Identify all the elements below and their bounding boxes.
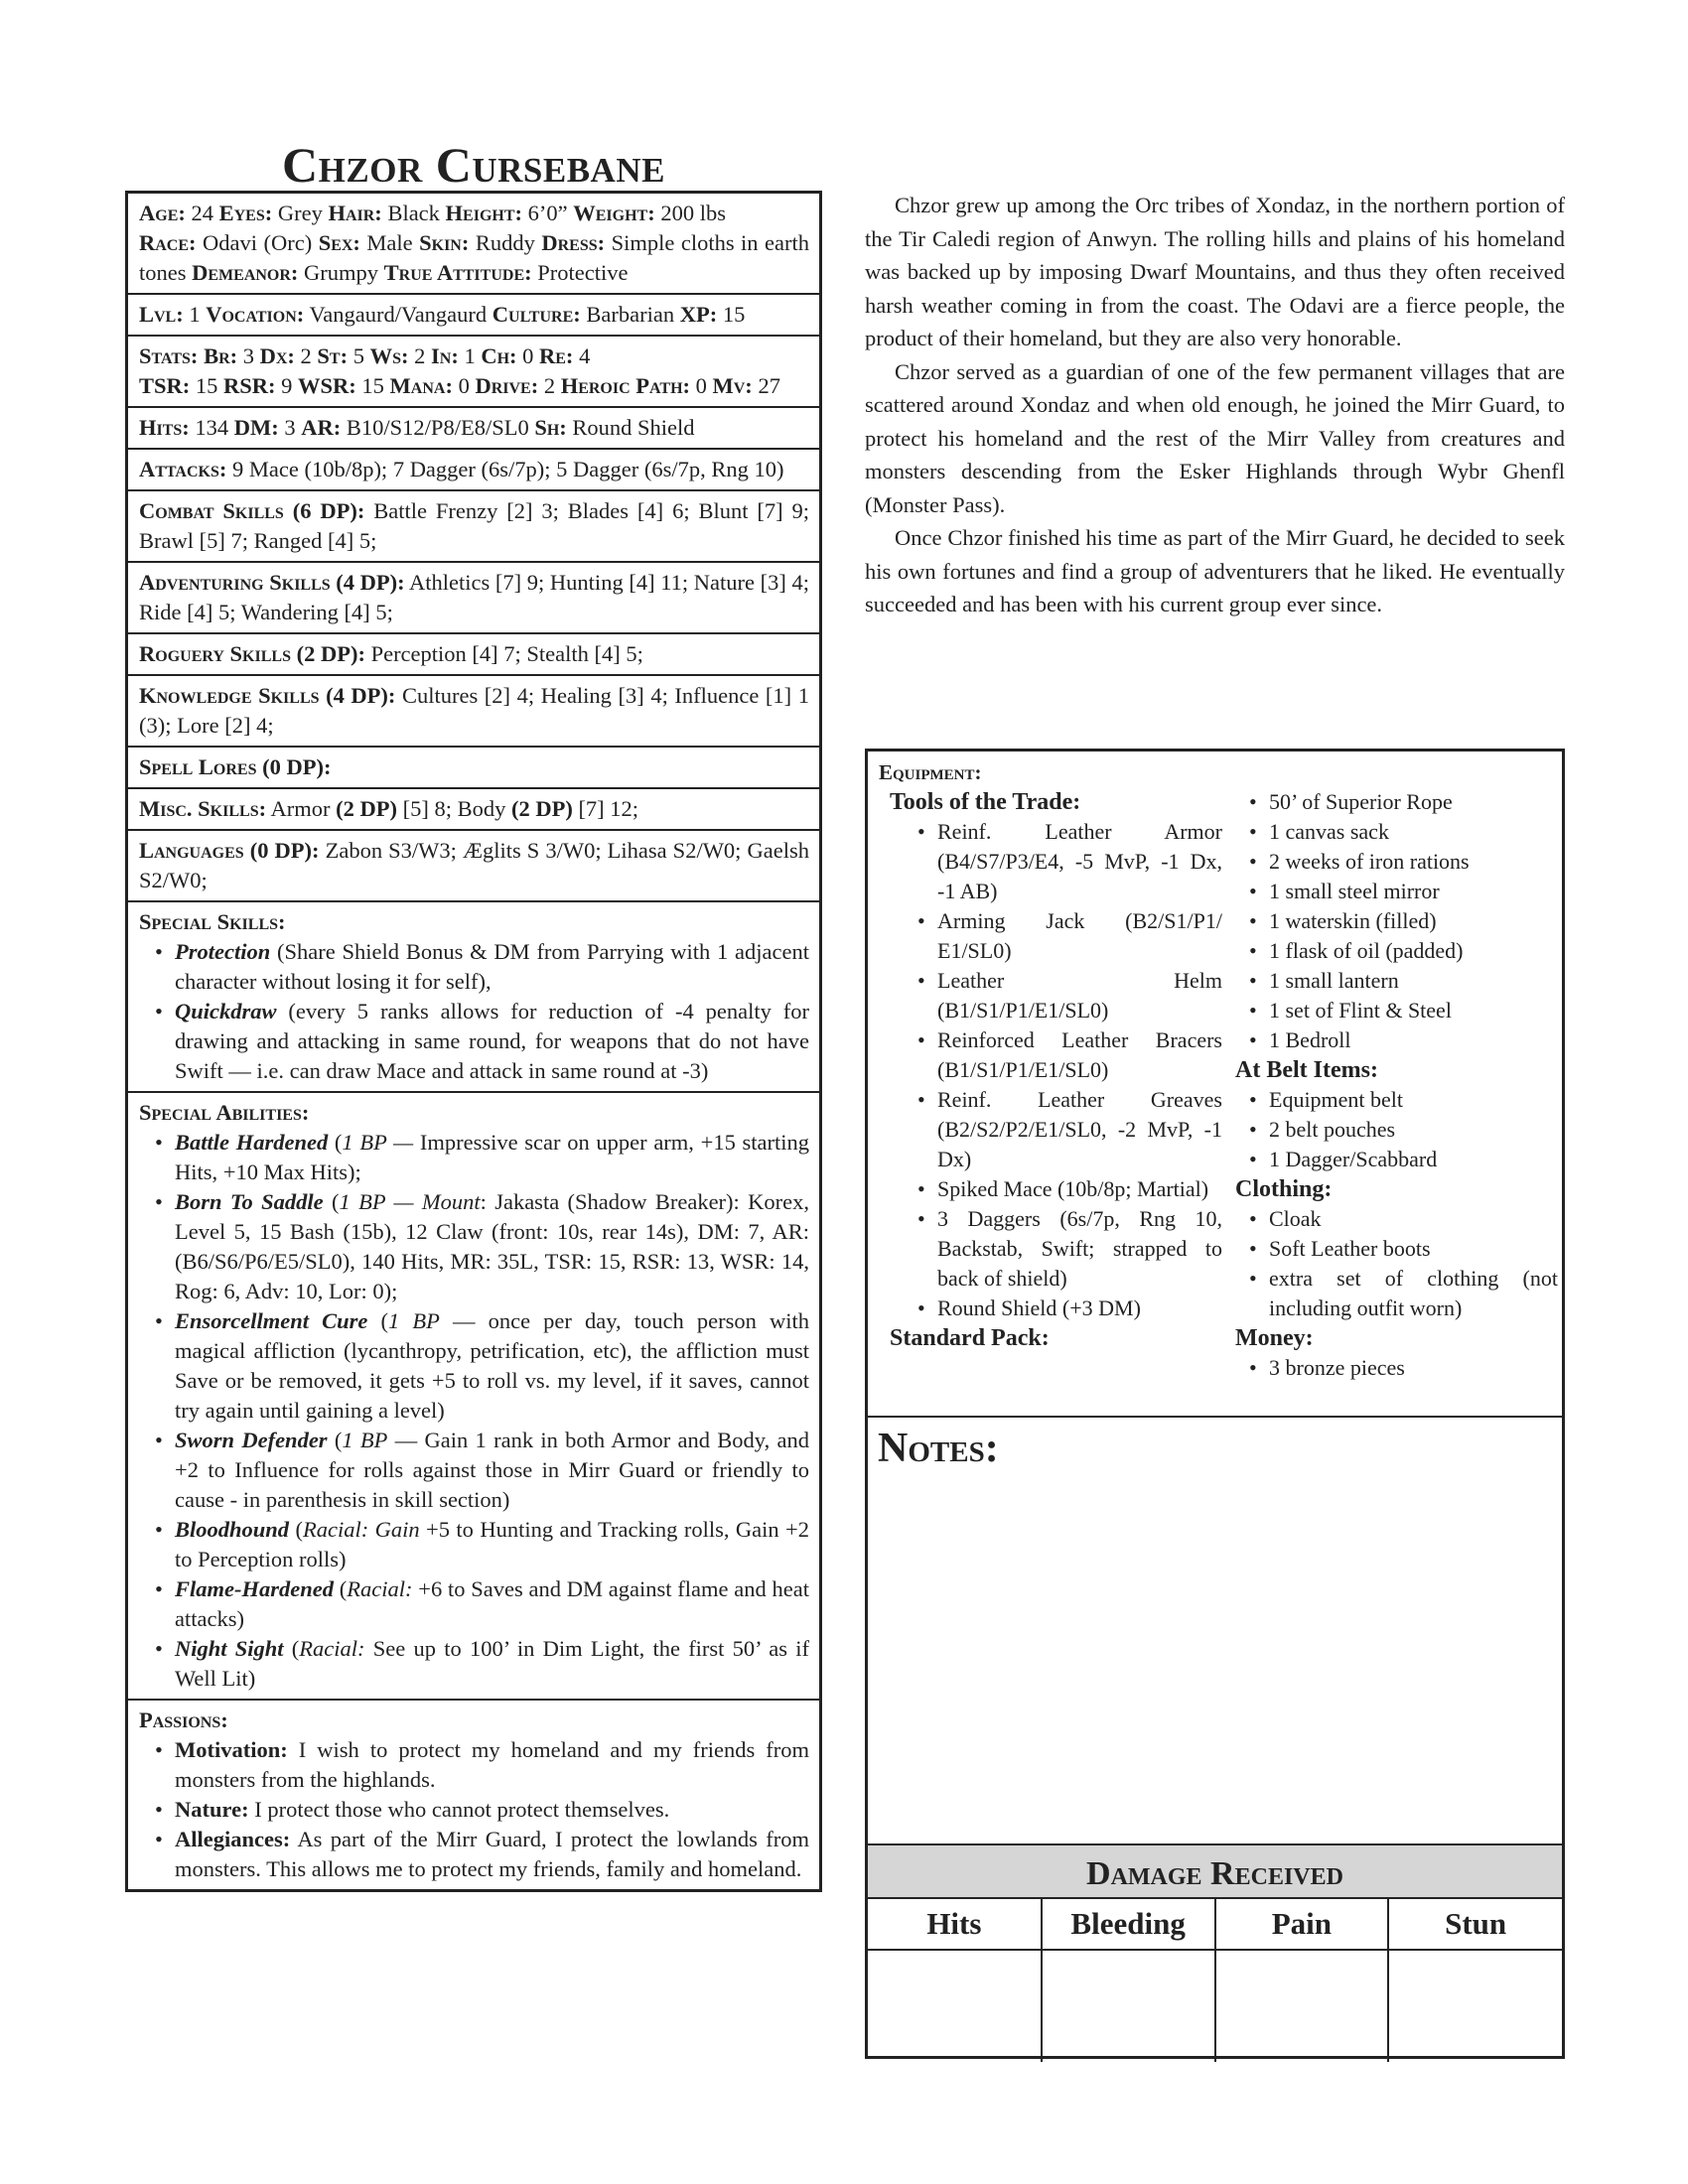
stun-cell[interactable] — [1388, 1950, 1562, 2062]
basics-value: 6’0” — [522, 201, 574, 225]
stat-label: Dx: — [259, 343, 295, 368]
list-item: • Round Shield (+3 DM) — [937, 1294, 1222, 1323]
item-text: (every 5 ranks allows for reduction of -4 penalty for drawing and attacking in same round, for weapons that do not have Swift — i.e. can draw Mace and attack in same round at -3) — [175, 999, 809, 1083]
level-label: Culture: — [492, 302, 581, 327]
adventuring-skills-label: Adventuring Skills (4 DP): — [139, 570, 405, 595]
misc-body-dp: (2 DP) — [510, 796, 573, 821]
basics-value: Male — [359, 230, 420, 255]
basics-label: Eyes: — [218, 201, 273, 225]
ability-paren: ( — [328, 1130, 343, 1155]
list-item — [175, 1515, 809, 1574]
spell-lores-section — [128, 748, 819, 789]
passion-name: Nature: — [175, 1797, 249, 1822]
list-item — [175, 1634, 809, 1694]
stat-label: Ws: — [369, 343, 409, 368]
adventuring-skills-value: Athletics [7] 9; Hunting [4] 11; Nature [3] 4; Ride [4] 5; Wandering [4] 5; — [139, 570, 809, 624]
list-item: • 1 small lantern — [1269, 966, 1558, 996]
combat-skills-value: Battle Frenzy [2] 3; Blades [4] 6; Blunt [7] 9; Brawl [5] 7; Ranged [4] 5; — [139, 498, 810, 553]
hits-value: B10/S12/P8/E8/SL0 — [341, 415, 535, 440]
equipment-section — [868, 751, 1562, 1418]
ability-paren: ( — [333, 1576, 348, 1601]
stat-value: 2 — [538, 373, 561, 398]
ability-text: See up to 100’ in Dim Light, the first 50’ as if Well Lit) — [175, 1636, 809, 1691]
basics-value: 200 lbs — [654, 201, 726, 225]
list-item: • Spiked Mace (10b/8p; Martial) — [937, 1174, 1222, 1204]
ability-tag: 1 BP — Mount — [339, 1189, 481, 1214]
bleeding-cell[interactable] — [1042, 1950, 1215, 2062]
level-value: Barbarian — [580, 302, 680, 327]
stat-value: 2 — [294, 343, 318, 368]
stats-label: Stats: — [139, 343, 199, 368]
ability-paren: ( — [327, 1428, 343, 1452]
ability-text: — Gain 1 rank in both Armor and Body, and +2 to Influence for rolls against those in Mirr Guard or friendly to cause - in parenthesis in skill section) — [175, 1428, 809, 1512]
stat-value: 9 — [275, 373, 299, 398]
equipment-column-right — [1235, 787, 1558, 1383]
money-list — [1235, 1353, 1558, 1383]
stat-label: Heroic Path: — [560, 373, 691, 398]
notes-label: Notes: — [878, 1426, 999, 1471]
passion-name: Motivation: — [175, 1737, 288, 1762]
stun-column-header: Stun — [1388, 1899, 1562, 1950]
list-item: • Reinf. Leather Greaves (B2/S2/P2/E1/SL0, -2 MvP, -1 Dx) — [937, 1085, 1222, 1174]
ability-tag: 1 BP — [342, 1428, 388, 1452]
ability-paren: ( — [289, 1517, 303, 1542]
combat-skills-label: Combat Skills (6 DP): — [139, 498, 365, 523]
attacks-label: Attacks: — [139, 457, 227, 481]
stat-value: 0 — [452, 373, 476, 398]
list-item: • Reinf. Leather Armor (B4/S7/P3/E4, -5 MvP, -1 Dx, -1 AB) — [937, 817, 1222, 906]
basics-value: Grey — [272, 201, 329, 225]
stat-value: 15 — [190, 373, 224, 398]
stat-value: 3 — [237, 343, 260, 368]
pain-cell[interactable] — [1215, 1950, 1389, 2062]
spell-lores-label: Spell Lores (0 DP): — [139, 754, 332, 779]
stat-label: RSR: — [223, 373, 276, 398]
level-label: Vocation: — [206, 302, 305, 327]
notes-area[interactable] — [868, 1417, 1562, 1843]
belt-label: At Belt Items: — [1235, 1057, 1378, 1083]
list-item: • 2 belt pouches — [1269, 1115, 1558, 1145]
clothing-label: Clothing: — [1235, 1176, 1333, 1202]
list-item: • 2 weeks of iron rations — [1269, 847, 1558, 877]
hits-label: DM: — [233, 415, 279, 440]
basics-value: Protective — [531, 260, 629, 285]
bio-paragraph: Chzor served as a guardian of one of the few permanent villages that are scattered around Xondaz and when old enough, he joined the Mirr Guard, to protect his homeland and the rest of the Mirr Valley from creatures and monsters descending from the Esker Highlands through Wybr Ghenfl (Monster Pass). — [865, 358, 1565, 517]
list-item: • Soft Leather boots — [1269, 1234, 1558, 1264]
character-stat-block — [125, 191, 822, 1892]
roguery-skills-section — [128, 634, 819, 676]
special-abilities-label: Special Abilities: — [139, 1100, 310, 1125]
list-item: • Reinforced Leather Bracers (B1/S1/P1/E1/SL0) — [937, 1025, 1222, 1085]
character-name: Chzor Cursebane — [282, 137, 665, 193]
hits-value: 134 — [189, 415, 234, 440]
languages-value: Zabon S3/W3; Æglits S 3/W0; Lihasa S2/W0; Gaelsh S2/W0; — [139, 838, 809, 892]
stat-value: 0 — [690, 373, 713, 398]
list-item: • 3 Daggers (6s/7p, Rng 10, Backstab, Swift; strapped to back of shield) — [937, 1204, 1222, 1294]
ability-tag: Racial: — [347, 1576, 413, 1601]
biography — [865, 189, 1565, 621]
knowledge-skills-section — [128, 676, 819, 748]
ability-name: Battle Hardened — [175, 1130, 329, 1155]
basics-value: Simple cloths in earth tones — [139, 230, 810, 285]
combat-skills-section — [128, 491, 819, 563]
ability-text: +6 to Saves and DM against flame and heat attacks) — [175, 1576, 809, 1631]
stat-value: 0 — [516, 343, 540, 368]
ability-text: : Jakasta (Shadow Breaker): Korex, Level 5, 15 Bash (15b), 12 Claw (front: 10s, rear 14s), DM: 7, AR: (B6/S6/P6/E5/SL0), 140 Hits, MR: 35L, TSR: 15, RSR: 13, WSR: 14, Rog: 6, Adv: 10, Lor: 0); — [175, 1189, 809, 1303]
languages-label: Languages (0 DP): — [139, 838, 320, 863]
equipment-column-left — [890, 787, 1222, 1353]
list-item: • Cloak — [1269, 1204, 1558, 1234]
stat-value: 27 — [752, 373, 780, 398]
adventuring-skills-section — [128, 563, 819, 634]
special-skills-list — [139, 937, 809, 1086]
level-value: Vangaurd/Vangaurd — [304, 302, 492, 327]
list-item: • 1 set of Flint & Steel — [1269, 996, 1558, 1025]
tools-label: Tools of the Trade: — [890, 789, 1081, 815]
special-abilities-list — [139, 1128, 809, 1694]
list-item — [175, 937, 809, 997]
ability-paren: ( — [367, 1308, 388, 1333]
basics-value: 24 — [185, 201, 219, 225]
ability-tag: Racial: Gain — [302, 1517, 420, 1542]
ability-text: Impressive scar on upper arm, +15 starting Hits, +10 Max Hits); — [175, 1130, 810, 1184]
stat-label: Ch: — [481, 343, 517, 368]
level-label: Lvl: — [139, 302, 184, 327]
list-item: • 1 small steel mirror — [1269, 877, 1558, 906]
list-item: • 1 flask of oil (padded) — [1269, 936, 1558, 966]
hits-label: AR: — [301, 415, 342, 440]
ability-name: Flame-Hardened — [175, 1576, 334, 1601]
ability-name: Night Sight — [175, 1636, 284, 1661]
hits-label: Sh: — [534, 415, 567, 440]
list-item — [175, 1187, 809, 1306]
level-section — [128, 295, 819, 337]
stat-label: Mana: — [389, 373, 453, 398]
basics-label: Height: — [445, 201, 523, 225]
ability-tag: 1 BP — [388, 1308, 440, 1333]
item-name: Protection — [175, 939, 271, 964]
list-item — [175, 1574, 809, 1634]
stat-label: WSR: — [298, 373, 356, 398]
stat-value: 5 — [348, 343, 370, 368]
stat-label: Re: — [539, 343, 574, 368]
languages-section — [128, 831, 819, 902]
stat-label: In: — [431, 343, 459, 368]
misc-body-value: [7] 12; — [572, 796, 639, 821]
list-item — [175, 1426, 809, 1515]
misc-skills-section — [128, 789, 819, 831]
list-item — [175, 1735, 809, 1795]
basics-label: Age: — [139, 201, 186, 225]
tools-list — [890, 817, 1222, 1323]
ability-name: Bloodhound — [175, 1517, 290, 1542]
basics-label: Demeanor: — [192, 260, 299, 285]
roguery-skills-label: Roguery Skills (2 DP): — [139, 641, 365, 666]
damage-received-title: Damage Received — [868, 1843, 1562, 1899]
level-value: 1 — [183, 302, 207, 327]
passion-text: I wish to protect my homeland and my friends from monsters from the highlands. — [175, 1737, 809, 1792]
misc-skills-label: Misc. Skills: — [139, 796, 267, 821]
stat-value: 15 — [355, 373, 390, 398]
stat-label: St: — [317, 343, 349, 368]
passion-text: As part of the Mirr Guard, I protect the lowlands from monsters. This allows me to protect my friends, family and homeland. — [175, 1827, 809, 1881]
list-item — [175, 1128, 809, 1187]
basics-value: Odavi (Orc) — [196, 230, 319, 255]
basics-label: Weight: — [573, 201, 655, 225]
level-value: 15 — [717, 302, 746, 327]
hits-label: Hits: — [139, 415, 190, 440]
misc-armor: Armor — [266, 796, 337, 821]
damage-received-table — [868, 1843, 1562, 2056]
list-item: • 3 bronze pieces — [1269, 1353, 1558, 1383]
item-text: (Share Shield Bonus & DM from Parrying with 1 adjacent character without losing it for self), — [175, 939, 809, 994]
list-item — [175, 1306, 809, 1426]
stat-value: 2 — [408, 343, 432, 368]
stat-label: Br: — [198, 343, 238, 368]
stat-label: Drive: — [475, 373, 539, 398]
money-label: Money: — [1235, 1325, 1314, 1351]
list-item: • 50’ of Superior Rope — [1269, 787, 1558, 817]
pain-column-header: Pain — [1215, 1899, 1389, 1950]
bio-paragraph: Once Chzor finished his time as part of the Mirr Guard, he decided to seek his own fortunes and find a group of adventurers that he liked. He eventually succeeded and has been with his current group ever since. — [865, 525, 1565, 616]
ability-text: — once per day, touch person with magical affliction (lycanthropy, petrification, etc), the affliction must Save or be removed, it gets +5 to roll vs. my level, if it saves, cannot try again until gaining a level) — [175, 1308, 809, 1423]
knowledge-skills-value: Cultures [2] 4; Healing [3] 4; Influence [1] 1 (3); Lore [2] 4; — [139, 683, 809, 738]
ability-tag: Racial: — [299, 1636, 365, 1661]
list-item: • Equipment belt — [1269, 1085, 1558, 1115]
roguery-skills-value: Perception [4] 7; Stealth [4] 5; — [364, 641, 643, 666]
equipment-notes-box — [865, 749, 1565, 2059]
basics-value: Black — [381, 201, 446, 225]
list-item — [175, 1825, 809, 1884]
list-item: • Leather Helm (B1/S1/P1/E1/SL0) — [937, 966, 1222, 1025]
list-item: • 1 Dagger/Scabbard — [1269, 1145, 1558, 1174]
passions-label: Passions: — [139, 1707, 228, 1732]
hits-section — [128, 408, 819, 450]
passion-text: I protect those who cannot protect themselves. — [248, 1797, 670, 1822]
basics-label: Sex: — [318, 230, 360, 255]
list-item: • 1 waterskin (filled) — [1269, 906, 1558, 936]
ability-name: Born To Saddle — [175, 1189, 324, 1214]
basics-section — [128, 194, 819, 295]
special-abilities-section — [128, 1093, 819, 1701]
special-skills-label: Special Skills: — [139, 909, 286, 934]
item-name: Quickdraw — [175, 999, 277, 1024]
misc-armor-dp: (2 DP) — [336, 796, 397, 821]
passions-section — [128, 1701, 819, 1889]
stat-value: 4 — [573, 343, 591, 368]
list-item: • 1 canvas sack — [1269, 817, 1558, 847]
stat-label: Mv: — [712, 373, 753, 398]
pack-label: Standard Pack: — [890, 1325, 1050, 1351]
basics-label: Skin: — [419, 230, 470, 255]
level-label: XP: — [679, 302, 718, 327]
passions-list — [139, 1735, 809, 1884]
hits-column-header: Hits — [868, 1899, 1042, 1950]
misc-body: [5] 8; Body — [396, 796, 511, 821]
basics-label: Race: — [139, 230, 197, 255]
pack-list — [1235, 787, 1558, 1055]
stats-section — [128, 337, 819, 408]
passion-name: Allegiances: — [175, 1827, 291, 1851]
ability-paren: ( — [283, 1636, 300, 1661]
basics-value: Grumpy — [298, 260, 384, 285]
bleeding-column-header: Bleeding — [1042, 1899, 1215, 1950]
list-item: • Arming Jack (B2/S1/P1/ E1/SL0) — [937, 906, 1222, 966]
basics-label: Hair: — [328, 201, 382, 225]
ability-text: +5 to Hunting and Tracking rolls, Gain +2 to Perception rolls) — [175, 1517, 809, 1571]
list-item: • extra set of clothing (not including outfit worn) — [1269, 1264, 1558, 1323]
ability-tag: 1 BP — — [342, 1130, 414, 1155]
ability-paren: ( — [323, 1189, 340, 1214]
basics-value: Ruddy — [469, 230, 542, 255]
special-skills-section — [128, 902, 819, 1093]
stat-label: TSR: — [139, 373, 191, 398]
equipment-label: Equipment: — [879, 760, 982, 784]
basics-label: Dress: — [541, 230, 606, 255]
hits-cell[interactable] — [868, 1950, 1042, 2062]
stat-value: 1 — [458, 343, 482, 368]
knowledge-skills-label: Knowledge Skills (4 DP): — [139, 683, 396, 708]
ability-name: Sworn Defender — [175, 1428, 328, 1452]
attacks-section — [128, 450, 819, 491]
hits-value: 3 — [278, 415, 302, 440]
hits-value: Round Shield — [566, 415, 695, 440]
basics-label: True Attitude: — [383, 260, 532, 285]
bio-paragraph: Chzor grew up among the Orc tribes of Xondaz, in the northern portion of the Tir Caledi region of Anwyn. The rolling hills and plains of his homeland was backed up by imposing Dwarf Mountains, and thus they often received harsh weather coming in from the coast. The Odavi are a fierce people, the product of their homeland, but they are also very honorable. — [865, 193, 1565, 350]
belt-list — [1235, 1085, 1558, 1174]
attacks-value: 9 Mace (10b/8p); 7 Dagger (6s/7p); 5 Dagger (6s/7p, Rng 10) — [226, 457, 784, 481]
list-item — [175, 997, 809, 1086]
clothing-list — [1235, 1204, 1558, 1323]
list-item — [175, 1795, 809, 1825]
ability-name: Ensorcellment Cure — [175, 1308, 368, 1333]
list-item: • 1 Bedroll — [1269, 1025, 1558, 1055]
